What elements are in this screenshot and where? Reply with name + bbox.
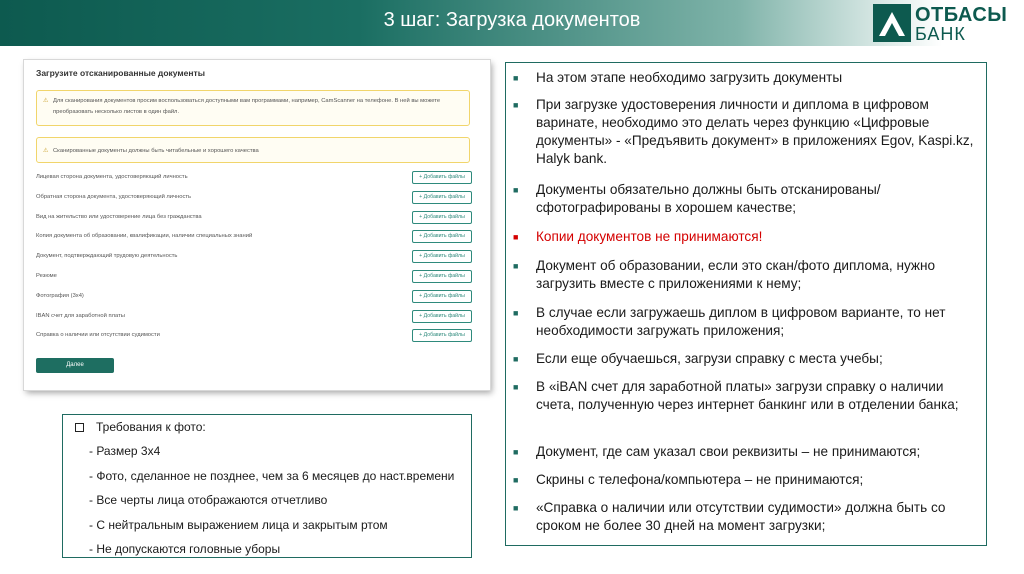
instruction-text: В «iBAN счет для заработной платы» загрузи справку о наличии счета, полученную через интернет банкинг или в отделении банка; bbox=[536, 379, 959, 412]
instructions-box bbox=[505, 62, 987, 546]
add-files-button[interactable]: + Добавить файлы bbox=[412, 329, 472, 342]
instruction-item bbox=[513, 257, 976, 293]
add-files-button[interactable]: + Добавить файлы bbox=[412, 230, 472, 243]
instruction-item bbox=[513, 228, 976, 246]
add-files-button[interactable]: + Добавить файлы bbox=[412, 310, 472, 323]
upload-form-screenshot bbox=[24, 60, 490, 390]
instruction-text: Если еще обучаешься, загрузи справку с места учебы; bbox=[536, 351, 883, 366]
instruction-text: «Справка о наличии или отсутствии судимости» должна быть со сроком не более 30 дней на момент загрузки; bbox=[536, 500, 946, 533]
scan-hint-text: Для сканирования документов просим воспользоваться доступными вам программами, например, CamScanner на телефоне. В ней вы можете преобразовать несколько листов в один файл. bbox=[53, 98, 441, 115]
instruction-item bbox=[513, 304, 976, 340]
document-row bbox=[36, 230, 472, 244]
checkbox-bullet-icon bbox=[75, 423, 84, 432]
instruction-text: При загрузке удостоверения личности и диплома в цифровом варинате, необходимо это делать через функцию «Цифровые документы» - «Предъявить документ» в приложениях Egov, Kaspi.kz, Halyk bank. bbox=[536, 97, 974, 166]
instruction-text: Документ об образовании, если это скан/фото диплома, нужно загрузить вместе с приложениями к нему; bbox=[536, 258, 936, 291]
document-label: Документ, подтверждающий трудовую деятельность bbox=[36, 253, 178, 260]
add-files-button[interactable]: + Добавить файлы bbox=[412, 270, 472, 283]
instruction-text: Документы обязательно должны быть отсканированы/сфотографированы в хорошем качестве; bbox=[536, 182, 881, 215]
document-row bbox=[36, 171, 472, 185]
square-bullet-icon: ■ bbox=[513, 382, 519, 392]
upload-heading: Загрузите отсканированные документы bbox=[36, 68, 205, 78]
requirement-item: - Размер 3х4 bbox=[89, 444, 161, 458]
requirement-item: - Не допускаются головные уборы bbox=[89, 542, 281, 556]
document-row bbox=[36, 211, 472, 225]
logo-text-bottom: БАНК bbox=[915, 24, 966, 44]
square-bullet-icon: ■ bbox=[513, 232, 519, 242]
document-label: Фотография (3х4) bbox=[36, 292, 84, 299]
instruction-item bbox=[513, 96, 976, 168]
square-bullet-icon: ■ bbox=[513, 73, 519, 83]
slide-title: 3 шаг: Загрузка документов bbox=[383, 9, 641, 31]
instruction-item bbox=[513, 69, 976, 87]
scan-hint-box bbox=[36, 90, 470, 126]
instruction-item bbox=[513, 350, 976, 368]
square-bullet-icon: ■ bbox=[513, 447, 519, 457]
document-row bbox=[36, 329, 472, 343]
square-bullet-icon: ■ bbox=[513, 354, 519, 364]
add-files-button[interactable]: + Добавить файлы bbox=[412, 191, 472, 204]
document-label: Обратная сторона документа, удостоверяющий личность bbox=[36, 193, 192, 200]
instruction-text: Документ, где сам указал свои реквизиты – не принимаются; bbox=[536, 444, 921, 459]
requirements-heading bbox=[75, 420, 206, 434]
document-row bbox=[36, 310, 472, 324]
requirements-title: Требования к фото: bbox=[96, 420, 206, 434]
square-bullet-icon: ■ bbox=[513, 308, 519, 318]
logo-text-top: ОТБАСЫ bbox=[915, 4, 1008, 26]
photo-requirements-box bbox=[62, 414, 472, 558]
add-files-button[interactable]: + Добавить файлы bbox=[412, 211, 472, 224]
warning-icon: ⚠ bbox=[43, 98, 49, 104]
instruction-text: Скрины с телефона/компьютера – не принимаются; bbox=[536, 472, 864, 487]
next-button[interactable]: Далее bbox=[36, 358, 114, 373]
document-row bbox=[36, 290, 472, 304]
document-label: Вид на жительство или удостоверение лица без гражданства bbox=[36, 213, 202, 220]
instruction-text: Копии документов не принимаются! bbox=[536, 229, 763, 244]
document-label: Лицевая сторона документа, удостоверяющий личность bbox=[36, 174, 188, 180]
warning-icon: ⚠ bbox=[43, 148, 49, 154]
requirement-item: - Фото, сделанное не позднее, чем за 6 месяцев до наст.времени bbox=[89, 468, 455, 483]
square-bullet-icon: ■ bbox=[513, 185, 519, 195]
instruction-item bbox=[513, 443, 976, 461]
add-files-button[interactable]: + Добавить файлы bbox=[412, 171, 472, 184]
document-label: Резюме bbox=[36, 273, 57, 279]
document-label: IBAN счет для заработной платы bbox=[36, 312, 125, 319]
instruction-text: На этом этапе необходимо загрузить документы bbox=[536, 70, 843, 85]
document-label: Копия документа об образовании, квалификации, наличии специальных знаний bbox=[36, 233, 253, 240]
document-row bbox=[36, 270, 472, 284]
document-row bbox=[36, 191, 472, 205]
quality-hint-box bbox=[36, 137, 470, 163]
requirement-item: - С нейтральным выражением лица и закрытым ртом bbox=[89, 517, 388, 532]
quality-hint-text: Сканированные документы должны быть читабельные и хорошего качества bbox=[53, 148, 259, 154]
square-bullet-icon: ■ bbox=[513, 475, 519, 485]
document-label: Справка о наличии или отсутствии судимости bbox=[36, 332, 160, 339]
square-bullet-icon: ■ bbox=[513, 503, 519, 513]
title-bar bbox=[0, 0, 1024, 46]
logo-mark-icon bbox=[873, 4, 911, 42]
add-files-button[interactable]: + Добавить файлы bbox=[412, 250, 472, 263]
instruction-item bbox=[513, 181, 976, 217]
square-bullet-icon: ■ bbox=[513, 261, 519, 271]
instruction-item bbox=[513, 378, 976, 414]
bank-logo bbox=[873, 4, 1023, 44]
instruction-item bbox=[513, 499, 976, 535]
document-row bbox=[36, 250, 472, 264]
instruction-item bbox=[513, 471, 976, 489]
instruction-text: В случае если загружаешь диплом в цифровом варианте, то нет необходимости загружать приложения; bbox=[536, 305, 946, 338]
requirement-item: - Все черты лица отображаются отчетливо bbox=[89, 493, 328, 507]
square-bullet-icon: ■ bbox=[513, 100, 519, 110]
add-files-button[interactable]: + Добавить файлы bbox=[412, 290, 472, 303]
